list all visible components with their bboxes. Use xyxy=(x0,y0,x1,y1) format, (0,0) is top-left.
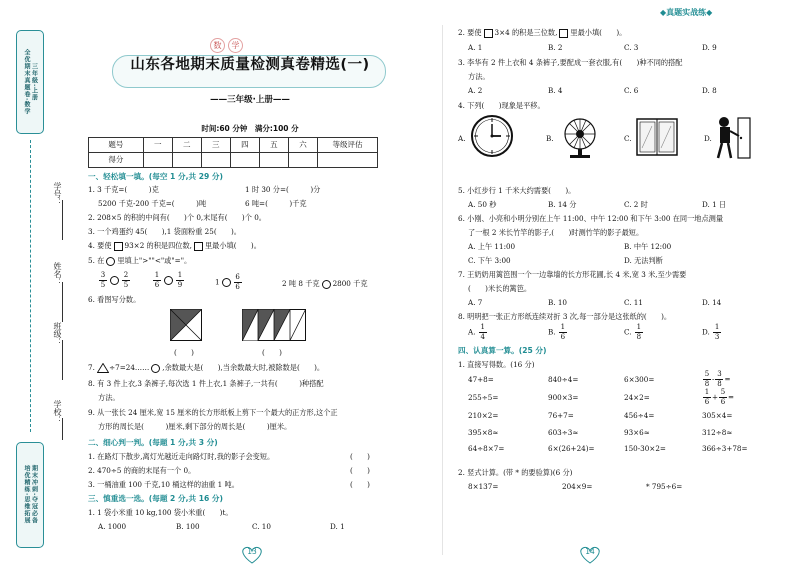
choice-option[interactable]: B. $\frac{1}{6}$ xyxy=(548,323,566,341)
vertical-calc-item: 8×137= xyxy=(468,482,499,491)
spine-top-text: 全优期末真题卷·数学 xyxy=(23,48,30,116)
triangle-icon xyxy=(97,363,109,373)
calc-item: 93×6≈ xyxy=(624,428,650,437)
q4-pre: 4. 要使 xyxy=(88,241,112,250)
calc-item: 24×2= xyxy=(624,393,650,402)
circle-icon[interactable] xyxy=(164,276,173,285)
circle-icon[interactable] xyxy=(222,278,231,287)
q5-text xyxy=(88,256,191,266)
fraction: $\frac{2}{5}$ xyxy=(123,271,129,289)
q6-blank[interactable]: ( ) xyxy=(174,348,194,357)
choice-option[interactable]: B. 中午 12:00 xyxy=(624,242,672,251)
c6-text: 了一根 2 米长竹竿的影子,( )时测竹竿的影子最短。 xyxy=(468,228,644,237)
choice-option[interactable]: C. 11 xyxy=(624,298,643,307)
circle-icon[interactable] xyxy=(110,276,119,285)
choice-option[interactable]: B. xyxy=(546,134,554,143)
choice-option[interactable]: D. 8 xyxy=(702,86,717,95)
compare-item: 1 $\frac{6}{6}$ xyxy=(215,273,240,291)
calc-item: 900×3= xyxy=(548,393,579,402)
person-door-icon xyxy=(712,114,752,160)
score-row xyxy=(89,153,378,168)
q7-text xyxy=(88,363,324,373)
fraction-figure-1 xyxy=(170,309,202,341)
fan-icon xyxy=(558,116,602,160)
q7-tail: ,余数最大是( ),当余数最大时,被除数是( )。 xyxy=(162,363,325,372)
section-1-heading: 一、轻松填一填。(每空 1 分,共 29 分) xyxy=(88,172,223,181)
page-number: 13 xyxy=(247,547,257,556)
q9-text: 9. 从一张长 24 厘米,宽 15 厘米的长方形纸板上剪下一个最大的正方形,这个正 xyxy=(88,408,338,417)
choice-option[interactable]: B. 2 xyxy=(548,43,563,52)
q3-text: 3. 一个鸡蛋约 45( ),1 袋面粉重 25( )。 xyxy=(88,227,241,236)
table-cell: 三 xyxy=(201,138,230,153)
spine-bottom-text: 培优精练·思维拓展 xyxy=(23,465,30,525)
box-icon xyxy=(559,29,568,38)
spine-top-tab xyxy=(16,30,44,134)
section-3-heading: 三、慎重选一选。(每题 2 分,共 16 分) xyxy=(88,494,223,503)
calc-item: 150-30×2= xyxy=(624,444,666,453)
field-student-id: 学号： xyxy=(53,182,62,206)
q5-pre: 5. 在 xyxy=(88,256,105,265)
choice-option[interactable]: D. 1 xyxy=(330,522,345,531)
judge-answer[interactable]: ( ) xyxy=(350,452,370,461)
judge-item: 3. 一桶油重 100 千克,10 桶这样的油重 1 吨。 xyxy=(88,480,239,489)
q6-blank[interactable]: ( ) xyxy=(262,348,282,357)
q6-text: 6. 看图写分数。 xyxy=(88,295,141,304)
calc-item: 305×4= xyxy=(702,411,733,420)
q4-text xyxy=(88,241,261,251)
fraction: $\frac{6}{6}$ xyxy=(235,273,240,291)
compare-item: 2 吨 8 千克 2800 千克 xyxy=(282,279,368,288)
section-badge: ◆真题实战练◆ xyxy=(660,8,713,17)
choice-option[interactable]: D. 无法判断 xyxy=(624,256,663,265)
choice-option[interactable]: C. 10 xyxy=(252,522,271,531)
choice-option[interactable]: D. $\frac{1}{3}$ xyxy=(702,323,720,341)
c7-text: ( )米长的篱笆。 xyxy=(468,284,532,293)
calc-item: 210×2= xyxy=(468,411,499,420)
calc-item: 456÷4= xyxy=(624,411,655,420)
c2-post: 里最小填( )。 xyxy=(570,28,627,37)
calc-item: 6×(26+24)= xyxy=(548,444,595,453)
table-cell: 二 xyxy=(172,138,201,153)
spine-bottom-tab xyxy=(16,442,44,548)
compare-item xyxy=(98,272,131,289)
c3-text: 3. 李华有 2 件上衣和 4 条裤子,要配成一套衣服,有( )种不同的搭配 xyxy=(458,58,683,67)
circle-icon xyxy=(151,364,160,373)
judge-item: 2. 470÷5 的商的末尾有一个 0。 xyxy=(88,466,196,475)
choice-option[interactable]: B. 14 分 xyxy=(548,200,577,209)
spine-top-text2: 三年级·上册 xyxy=(30,62,38,102)
choice-option[interactable]: A. 2 xyxy=(468,86,483,95)
q2-text: 2. 208×5 的积的中间有( )个 0,末尾有( )个 0。 xyxy=(88,213,266,222)
fraction-figure-2 xyxy=(242,309,306,341)
compare-item xyxy=(152,272,185,289)
score-input[interactable] xyxy=(288,153,317,168)
field-class: 班级： xyxy=(53,322,62,346)
subject-char: 数 xyxy=(210,38,225,53)
page-divider xyxy=(442,25,443,555)
table-cell: 题号 xyxy=(89,138,144,153)
cut-line xyxy=(30,140,31,432)
choice-option[interactable]: C. 3 xyxy=(624,43,639,52)
choice-option[interactable]: A. 50 秒 xyxy=(468,200,497,209)
vertical-calc-item: * 795÷6= xyxy=(646,482,683,491)
vertical-calc-item: 204×9= xyxy=(562,482,593,491)
calc1-title: 1. 直接写得数。(16 分) xyxy=(458,360,535,369)
c7-text: 7. 王奶奶用篱笆围一个一边靠墙的长方形花圃,长 4 米,宽 3 米,至少需要 xyxy=(458,270,687,279)
calc-item: 366÷3+78= xyxy=(702,444,748,453)
clock-icon xyxy=(470,114,514,158)
fraction: $\frac{3}{5}$ xyxy=(100,271,106,289)
page-number: 14 xyxy=(585,547,595,556)
q4-mid: 93×2 的积是四位数, xyxy=(124,241,192,250)
c2-text xyxy=(458,28,626,38)
c8-text: 8. 明明把一张正方形纸连续对折 3 次,每一部分是这张纸的( )。 xyxy=(458,312,672,321)
calc-item: 840÷4= xyxy=(548,375,579,384)
q1-text: 1 时 30 分=( )分 xyxy=(245,185,321,194)
c2-mid: 3×4 的积是三位数, xyxy=(494,28,558,37)
choice-option[interactable]: D. 1 日 xyxy=(702,200,727,209)
judge-answer[interactable]: ( ) xyxy=(350,466,370,475)
choice-option[interactable]: A. 上午 11:00 xyxy=(468,242,516,251)
choice-option[interactable]: A. $\frac{1}{4}$ xyxy=(468,323,485,341)
q4-post: 里最小填( )。 xyxy=(204,241,261,250)
fraction: $\frac{1}{6}$ xyxy=(154,271,160,289)
choice-option[interactable]: A. 7 xyxy=(468,298,483,307)
c2-pre: 2. 要使 xyxy=(458,28,482,37)
calc2-title: 2. 竖式计算。(带 * 的要验算)(6 分) xyxy=(458,468,573,477)
q1-text: 6 吨=( )千克 xyxy=(245,199,307,208)
table-cell: 等级评估 xyxy=(318,138,378,153)
choice-option[interactable]: A. 1 xyxy=(468,43,483,52)
choice-option[interactable]: C. 下午 3:00 xyxy=(468,256,511,265)
choice-option[interactable]: D. 14 xyxy=(702,298,722,307)
calc-item: 76+7= xyxy=(548,411,574,420)
c4-text: 4. 下列( )现象是平移。 xyxy=(458,101,545,110)
q5-post: 里填上">""<"或"="。 xyxy=(117,256,192,265)
choice-option[interactable]: D. xyxy=(704,134,712,143)
c5-text: 5. 小红步行 1 千米大约需要( )。 xyxy=(458,186,576,195)
choice-option[interactable]: B. 10 xyxy=(548,298,567,307)
circle-icon[interactable] xyxy=(322,280,331,289)
judge-item: 1. 在路灯下散步,离灯光越近走向路灯时,我的影子会变短。 xyxy=(88,452,275,461)
score-input[interactable] xyxy=(143,153,172,168)
score-header-row xyxy=(89,138,378,153)
field-line xyxy=(62,282,63,322)
choice-question: 1. 1 袋小米重 10 kg,100 袋小米重( )t。 xyxy=(88,508,233,517)
field-line xyxy=(62,200,63,240)
q8-text: 8. 有 3 件上衣,3 条裤子,每次选 1 件上衣,1 条裤子,一共有( )种搭配 xyxy=(88,379,324,388)
choice-option[interactable]: D. 9 xyxy=(702,43,717,52)
table-cell: 一 xyxy=(143,138,172,153)
field-line xyxy=(62,418,63,440)
calc-item: 64÷8×7= xyxy=(468,444,505,453)
choice-option[interactable]: C. 2 时 xyxy=(624,200,648,209)
q7-mid: ÷7=24…… xyxy=(109,363,150,372)
choice-option[interactable]: A. 1000 xyxy=(98,522,127,531)
calc-item: 6×300= xyxy=(624,375,655,384)
choice-option[interactable]: A. xyxy=(458,134,466,143)
grade-label: ——三年级·上册—— xyxy=(210,95,290,105)
score-input[interactable] xyxy=(318,153,378,168)
choice-option[interactable]: C. xyxy=(624,134,632,143)
fraction: $\frac{1}{9}$ xyxy=(177,271,183,289)
q8-text: 方法。 xyxy=(98,393,120,402)
calc-item: 255÷5= xyxy=(468,393,499,402)
calc-item: 312÷8≈ xyxy=(702,428,733,437)
calc-item: 395×8≈ xyxy=(468,428,499,437)
window-icon xyxy=(636,118,678,156)
calc-item: $\frac{1}{6}$ + $\frac{5}{6}$ = xyxy=(704,388,735,406)
box-icon xyxy=(194,242,203,251)
c6-text: 6. 小刚、小亮和小明分别在上午 11:00、中午 12:00 和下午 3:00 在同一地点测量 xyxy=(458,214,724,223)
q9-text: 方形的周长是( )厘米,剩下部分的周长是( )厘米。 xyxy=(98,422,292,431)
calc-item: 47+8= xyxy=(468,375,494,384)
field-line xyxy=(62,340,63,380)
table-cell: 六 xyxy=(288,138,317,153)
score-input[interactable] xyxy=(172,153,201,168)
choice-option[interactable]: C. $\frac{1}{8}$ xyxy=(624,323,642,341)
table-cell: 得分 xyxy=(89,153,144,168)
calc-item: $\frac{5}{8}$ - $\frac{3}{8}$ = xyxy=(704,370,731,388)
score-table xyxy=(88,137,378,168)
c3-text: 方法。 xyxy=(468,72,490,81)
q7-pre: 7. xyxy=(88,363,95,372)
box-icon xyxy=(484,29,493,38)
choice-option[interactable]: B. 100 xyxy=(176,522,200,531)
q1-text: 5200 千克-200 千克=( )吨 xyxy=(98,199,207,208)
spine-bottom-text2: 期末冲刺·夺冠必备 xyxy=(30,465,38,525)
score-input[interactable] xyxy=(230,153,259,168)
calc-item: 603÷3≈ xyxy=(548,428,579,437)
box-icon xyxy=(114,242,123,251)
binding-spine xyxy=(0,0,76,580)
page-title: 山东各地期末质量检测真卷精选(一) xyxy=(130,57,370,73)
time-info: 时间:60 分钟 满分:100 分 xyxy=(201,124,299,133)
field-name: 姓名： xyxy=(53,262,62,286)
section-2-heading: 二、细心判一判。(每题 1 分,共 3 分) xyxy=(88,438,218,447)
choice-option[interactable]: B. 4 xyxy=(548,86,563,95)
section-4-heading: 四、认真算一算。(25 分) xyxy=(458,346,547,355)
table-cell: 五 xyxy=(259,138,288,153)
circle-icon xyxy=(106,257,115,266)
judge-answer[interactable]: ( ) xyxy=(350,480,370,489)
q1-text: 1. 3 千克=( )克 xyxy=(88,185,159,194)
table-cell: 四 xyxy=(230,138,259,153)
choice-option[interactable]: C. 6 xyxy=(624,86,639,95)
score-input[interactable] xyxy=(201,153,230,168)
score-input[interactable] xyxy=(259,153,288,168)
subject-char: 学 xyxy=(228,38,243,53)
field-school: 学校： xyxy=(53,400,62,424)
